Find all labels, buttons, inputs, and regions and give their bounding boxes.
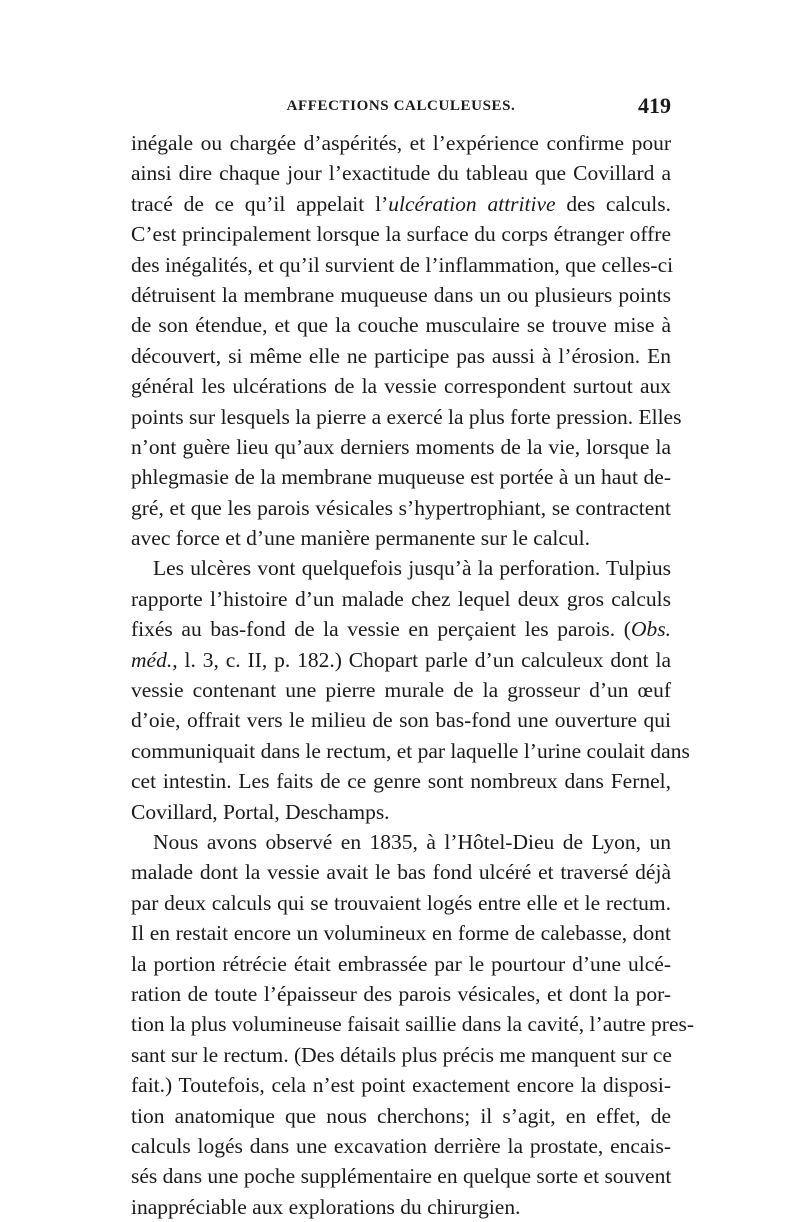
text-line: ainsi dire chaque jour l’exactitude du tableau que Covillard a	[131, 161, 671, 186]
italic-text: ulcération attritive	[388, 191, 556, 216]
text-line: tion anatomique que nous cherchons; il s’agit, en effet, de	[131, 1103, 671, 1128]
text-line: vessie contenant une pierre murale de la grosseur d’un œuf	[131, 678, 671, 703]
text-line: malade dont la vessie avait le bas fond ulcéré et traversé déjà	[131, 860, 671, 885]
text-line: C’est principalement lorsque la surface du corps étranger offre	[131, 222, 671, 247]
text-line: calculs logés dans une excavation derrière la prostate, encais-	[131, 1133, 671, 1158]
italic-text: Obs.	[630, 617, 671, 642]
body-text	[131, 128, 695, 1222]
text-line: ration de toute l’épaisseur des parois vésicales, et dont la por-	[131, 981, 671, 1006]
text-line: Il en restait encore un volumineux en forme de calebasse, dont	[131, 921, 671, 946]
text-line: fixés au bas-fond de la vessie en perçaient les parois. (Obs.	[131, 617, 671, 642]
text-line: de son étendue, et que la couche musculaire se trouve mise à	[131, 313, 671, 338]
text-line: par deux calculs qui se trouvaient logés entre elle et le rectum.	[131, 890, 671, 915]
text-line: tracé de ce qu’il appelait l’ulcération attritive des calculs.	[131, 191, 671, 216]
running-head	[131, 93, 671, 123]
text-line: rapporte l’histoire d’un malade chez lequel deux gros calculs	[131, 586, 671, 611]
text-line: Les ulcères vont quelquefois jusqu’à la perforation. Tulpius	[153, 556, 671, 581]
text-line: détruisent la membrane muqueuse dans un ou plusieurs points	[131, 282, 671, 307]
text-line: communiquait dans le rectum, et par laquelle l’urine coulait dans	[131, 738, 690, 763]
text-line: tion la plus volumineuse faisait saillie dans la cavité, l’autre pres-	[131, 1012, 695, 1037]
text-line: n’ont guère lieu qu’aux derniers moments de la vie, lorsque la	[131, 434, 671, 459]
text-line: découvert, si même elle ne participe pas aussi à l’érosion. En	[131, 343, 671, 368]
page-number: 419	[638, 93, 671, 118]
text-line: général les ulcérations de la vessie correspondent surtout aux	[131, 374, 671, 399]
text-line: Covillard, Portal, Deschamps.	[131, 799, 390, 824]
text-line: Nous avons observé en 1835, à l’Hôtel-Dieu de Lyon, un	[153, 829, 671, 854]
text-line: sés dans une poche supplémentaire en quelque sorte et souvent	[131, 1164, 672, 1189]
text-line: phlegmasie de la membrane muqueuse est portée à un haut de-	[131, 465, 671, 490]
text-line: d’oie, offrait vers le milieu de son bas-fond une ouverture qui	[131, 708, 671, 733]
text-line: points sur lesquels la pierre a exercé la plus forte pression. Elles	[131, 404, 682, 429]
text-line: avec force et d’une manière permanente sur le calcul.	[131, 526, 591, 551]
text-line: inappréciable aux explorations du chirurgien.	[131, 1194, 521, 1219]
text-line: la portion rétrécie était embrassée par le pourtour d’une ulcé-	[131, 951, 671, 976]
running-title: AFFECTIONS CALCULEUSES.	[286, 98, 516, 114]
text-line: inégale ou chargée d’aspérités, et l’expérience confirme pour	[131, 131, 671, 155]
text-line: gré, et que les parois vésicales s’hypertrophiant, se contractent	[131, 495, 671, 520]
italic-text: méd.	[131, 647, 173, 672]
text-line: fait.) Toutefois, cela n’est point exactement encore la disposi-	[131, 1073, 671, 1098]
text-line: des inégalités, et qu’il survient de l’inflammation, que celles-ci	[131, 252, 674, 277]
text-line: cet intestin. Les faits de ce genre sont nombreux dans Fernel,	[131, 769, 671, 794]
text-line: méd., l. 3, c. II, p. 182.) Chopart parle d’un calculeux dont la	[131, 647, 671, 672]
text-line: sant sur le rectum. (Des détails plus précis me manquent sur ce	[131, 1042, 672, 1067]
